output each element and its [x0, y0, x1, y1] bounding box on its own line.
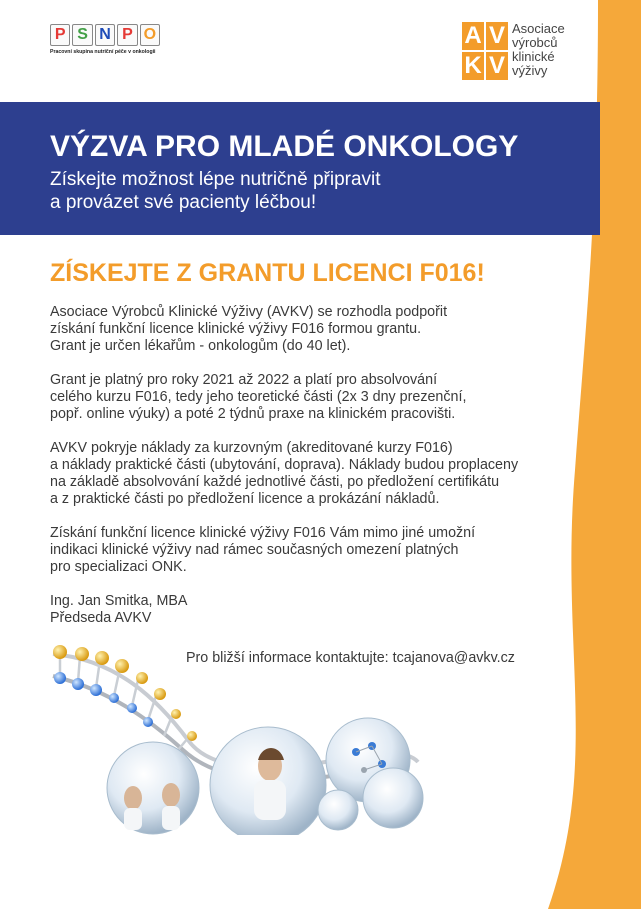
avkv-letter-blocks [462, 22, 508, 80]
contact-info: Pro bližší informace kontaktujte: tcajanova@avkv.cz [186, 650, 515, 666]
psnpo-letter: S [72, 24, 92, 46]
avkv-letter-block: V [486, 52, 508, 80]
dna-spheres-illustration [38, 640, 448, 835]
psnpo-subtitle: Pracovní skupina nutriční péče v onkologii [50, 49, 156, 55]
signature: Ing. Jan Smitka, MBA Předseda AVKV [50, 593, 188, 626]
avkv-word: výživy [512, 63, 548, 78]
banner-subtitle-line-2: a provázet své pacienty léčbou! [50, 192, 317, 213]
paragraph-intro: Asociace Výrobců Klinické Výživy (AVKV) se rozhodla podpořit získání funkční licence klinické výživy F016 formou grantu. Grant je určen lékařům - onkologům (do 40 let). [50, 304, 448, 354]
avkv-word: výrobců [512, 35, 558, 50]
paragraph-validity: Grant je platný pro roky 2021 až 2022 a platí pro absolvování celého kurzu F016, tedy jeho teoretické části (2x 3 dny prezenční, popř. online výuky) a poté 2 týdnů praxe na klinickém pracovišti. [50, 372, 467, 422]
avkv-word: Asociace [512, 21, 565, 36]
title-banner [0, 102, 600, 235]
psnpo-letters [50, 24, 160, 46]
banner-title: VÝZVA PRO MLADÉ ONKOLOGY [50, 130, 519, 163]
avkv-letter-block: K [462, 52, 484, 80]
banner-subtitle [50, 168, 381, 214]
avkv-logo [462, 22, 565, 80]
avkv-word: klinické [512, 49, 555, 64]
avkv-words [512, 22, 565, 80]
paragraph-costs: AVKV pokryje náklady za kurzovným (akreditované kurzy F016) a náklady praktické části (ubytování, doprava). Náklady budou proplaceny na základě absolvování každé jednotlivé části, po předložení certifikátu a z praktické části po předložení licence a prokázání nákladů. [50, 440, 519, 507]
paragraph-benefits: Získání funkční licence klinické výživy F016 Vám mimo jiné umožní indikaci klinické výživy nad rámec současných omezení platných pro specializaci ONK. [50, 525, 476, 575]
banner-subtitle-line-1: Získejte možnost lépe nutričně připravit [50, 169, 381, 190]
psnpo-letter: P [50, 24, 70, 46]
psnpo-logo [50, 24, 160, 58]
psnpo-letter: O [140, 24, 160, 46]
psnpo-letter: P [117, 24, 137, 46]
avkv-letter-block: A [462, 22, 484, 50]
avkv-letter-block: V [486, 22, 508, 50]
headline: ZÍSKEJTE Z GRANTU LICENCI F016! [50, 259, 485, 287]
psnpo-letter: N [95, 24, 115, 46]
